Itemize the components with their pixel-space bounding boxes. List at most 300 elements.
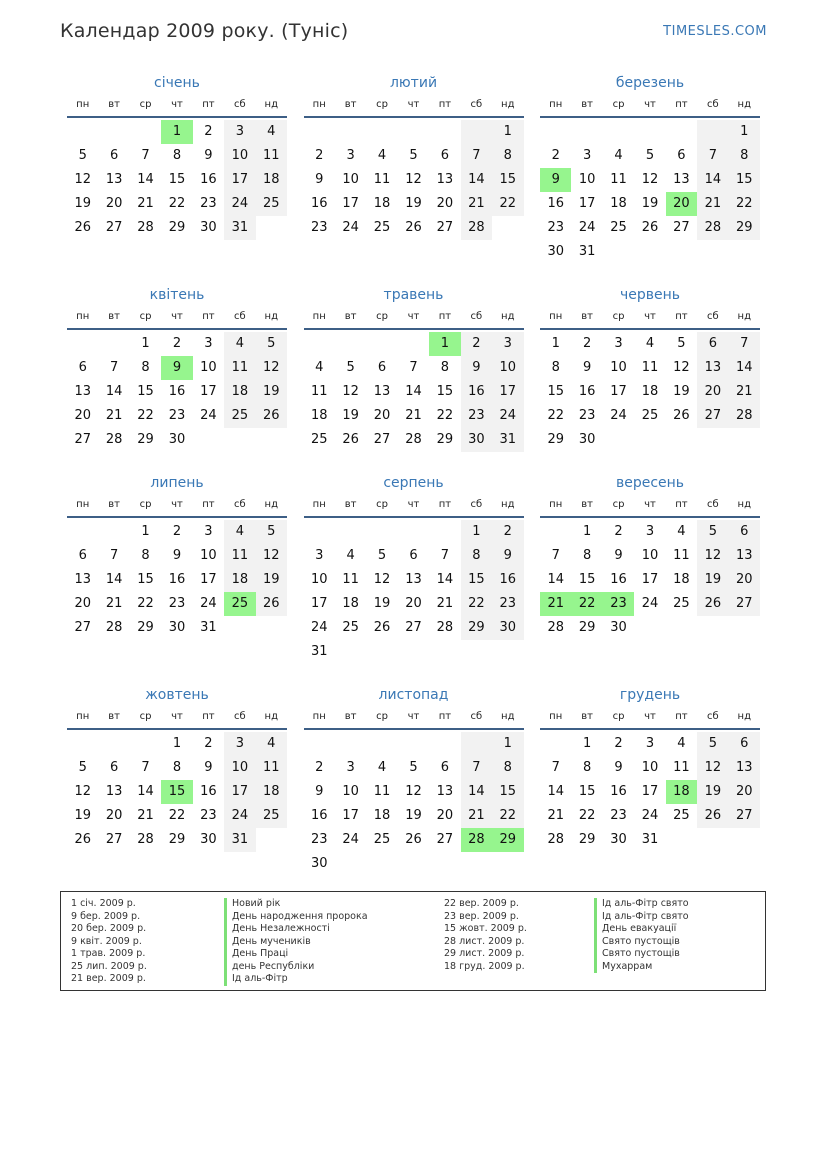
legend-holiday-name: Ід аль-Фітр свято (594, 911, 689, 924)
day-cell: 15 (137, 384, 154, 399)
day-cell: 10 (310, 572, 328, 587)
day-cell: 5 (409, 148, 418, 163)
day-cell: 28 (729, 404, 760, 428)
day-cell: 14 (461, 780, 492, 804)
day-cell: 16 (200, 172, 217, 187)
holiday-day-cell: 1 (429, 332, 460, 356)
weekday-label: чт (171, 311, 183, 322)
day-cell: 30 (200, 832, 217, 847)
site-brand-link[interactable]: TIMESLES.COM (663, 24, 767, 39)
day-cell: 22 (168, 808, 186, 823)
weekday-label: сб (234, 711, 246, 722)
day-cell: 15 (168, 172, 186, 187)
day-cell: 11 (224, 356, 255, 380)
day-cell: 19 (74, 808, 91, 823)
day-cell: 27 (105, 220, 123, 235)
day-cell: 27 (673, 220, 690, 235)
day-cell: 16 (610, 784, 627, 799)
day-cell: 3 (645, 736, 655, 751)
day-cell: 3 (346, 760, 355, 775)
day-cell: 15 (729, 168, 760, 192)
weekday-label: сб (234, 311, 246, 322)
day-cell: 30 (610, 620, 627, 635)
day-cell: 22 (168, 196, 186, 211)
legend-holiday-date: 20 бер. 2009 р. (71, 923, 147, 934)
day-cell: 7 (141, 760, 150, 775)
day-cell: 5 (256, 332, 287, 356)
day-cell: 9 (461, 356, 492, 380)
day-cell: 31 (641, 832, 659, 847)
day-cell: 25 (373, 220, 391, 235)
day-cell: 28 (547, 620, 564, 635)
weekday-header (540, 496, 760, 518)
holiday-day-cell: 20 (666, 192, 697, 216)
day-cell: 15 (137, 572, 154, 587)
holiday-day-cell: 29 (492, 828, 523, 852)
weekday-header (67, 496, 287, 518)
day-cell: 9 (614, 760, 623, 775)
weekday-label: вт (108, 711, 120, 722)
day-cell: 4 (677, 736, 686, 751)
weekday-label: чт (644, 311, 656, 322)
month-name: серпень (383, 475, 444, 491)
weekday-label: вт (344, 499, 357, 510)
day-cell: 8 (141, 360, 150, 375)
weekday-label: сб (234, 499, 246, 510)
day-cell: 7 (109, 548, 119, 563)
day-cell: 1 (141, 524, 150, 539)
day-cell: 11 (610, 172, 627, 187)
weekday-label: пн (549, 711, 563, 722)
holiday-day-cell: 21 (540, 592, 571, 616)
day-cell: 18 (673, 572, 690, 587)
day-cell: 26 (373, 620, 391, 635)
day-cell: 28 (105, 620, 123, 635)
weekday-label: нд (737, 711, 751, 722)
month-name: жовтень (145, 687, 209, 703)
weekday-label: ср (376, 99, 388, 110)
empty-day-cell (366, 332, 397, 356)
day-cell: 14 (547, 784, 564, 799)
empty-day-cell (335, 520, 366, 544)
day-cell: 2 (172, 336, 182, 351)
day-cell: 16 (200, 784, 217, 799)
weekday-label: чт (644, 711, 656, 722)
month-name: лютий (389, 75, 438, 91)
day-cell: 6 (109, 760, 119, 775)
day-cell: 24 (342, 832, 359, 847)
day-cell: 14 (547, 572, 564, 587)
day-cell: 22 (547, 408, 564, 423)
day-cell: 6 (377, 360, 387, 375)
day-cell: 18 (373, 808, 391, 823)
weekday-label: пт (438, 311, 452, 322)
day-cell: 17 (200, 384, 217, 399)
day-cell: 18 (342, 596, 359, 611)
legend-holiday-name: Свято пустощів (594, 948, 689, 961)
day-cell: 31 (200, 620, 217, 635)
day-cell: 11 (256, 756, 287, 780)
day-cell: 25 (310, 432, 328, 447)
empty-day-cell (429, 732, 460, 756)
empty-day-cell (98, 332, 129, 356)
weekday-label: вт (108, 99, 120, 110)
weekday-label: пт (675, 711, 688, 722)
day-cell: 27 (729, 592, 760, 616)
empty-day-cell (335, 120, 366, 144)
day-cell: 10 (610, 360, 627, 375)
day-cell: 28 (436, 620, 454, 635)
day-cell: 22 (137, 408, 154, 423)
day-cell: 30 (578, 432, 596, 447)
weekday-header (540, 96, 760, 118)
legend-holiday-name: День народження пророка (224, 911, 368, 924)
empty-day-cell (335, 332, 366, 356)
day-cell: 8 (492, 756, 523, 780)
empty-day-cell (429, 120, 460, 144)
days-grid (67, 120, 287, 240)
days-grid (67, 732, 287, 852)
day-cell: 21 (461, 804, 492, 828)
day-cell: 24 (641, 808, 659, 823)
day-cell: 3 (224, 732, 255, 756)
day-cell: 12 (405, 172, 422, 187)
weekday-label: нд (737, 99, 751, 110)
legend-holiday-name: Новий рік (224, 898, 368, 911)
day-cell: 17 (342, 196, 359, 211)
holiday-day-cell: 9 (161, 356, 192, 380)
day-cell: 19 (74, 196, 91, 211)
days-grid (67, 520, 287, 640)
legend-holiday-date: 1 січ. 2009 р. (71, 898, 136, 909)
day-cell: 16 (310, 196, 328, 211)
weekday-label: ср (139, 499, 152, 510)
weekday-label: пт (438, 711, 452, 722)
weekday-label: чт (407, 311, 420, 322)
weekday-label: ср (139, 99, 152, 110)
empty-day-cell (98, 120, 129, 144)
legend-names-column-2 (594, 898, 689, 973)
weekday-label: чт (171, 499, 183, 510)
weekday-label: пт (202, 311, 215, 322)
weekday-label: ср (139, 311, 152, 322)
day-cell: 14 (105, 384, 123, 399)
empty-day-cell (130, 120, 161, 144)
day-cell: 1 (582, 736, 592, 751)
legend-dates-column-1 (71, 898, 147, 986)
weekday-label: чт (407, 99, 420, 110)
day-cell: 21 (436, 596, 454, 611)
day-cell: 10 (200, 360, 217, 375)
day-cell: 16 (492, 568, 523, 592)
day-cell: 20 (105, 808, 123, 823)
weekday-header (540, 308, 760, 330)
day-cell: 28 (461, 216, 492, 240)
day-cell: 20 (729, 568, 760, 592)
day-cell: 29 (168, 832, 186, 847)
day-cell: 28 (105, 432, 123, 447)
day-cell: 23 (310, 220, 328, 235)
day-cell: 2 (551, 148, 560, 163)
month-1 (67, 72, 287, 284)
day-cell: 12 (74, 172, 91, 187)
day-cell: 15 (492, 168, 523, 192)
empty-day-cell (540, 120, 571, 144)
legend-names-column-1 (224, 898, 368, 986)
day-cell: 31 (310, 644, 328, 659)
empty-day-cell (366, 732, 397, 756)
day-cell: 27 (105, 832, 123, 847)
legend-holiday-name: Свято пустощів (594, 936, 689, 949)
day-cell: 25 (342, 620, 359, 635)
legend-holiday-date: 25 лип. 2009 р. (71, 960, 147, 972)
day-cell: 13 (105, 784, 123, 799)
day-cell: 18 (224, 380, 255, 404)
day-cell: 30 (492, 616, 523, 640)
empty-day-cell (540, 732, 571, 756)
day-cell: 23 (200, 808, 217, 823)
days-grid (304, 732, 524, 876)
weekday-label: сб (470, 711, 483, 722)
month-name: січень (154, 75, 200, 91)
day-cell: 25 (256, 192, 287, 216)
weekday-label: ср (376, 711, 388, 722)
day-cell: 6 (109, 148, 119, 163)
day-cell: 26 (342, 432, 359, 447)
day-cell: 13 (436, 784, 454, 799)
day-cell: 2 (315, 760, 324, 775)
legend-holiday-name: День Незалежності (224, 923, 368, 936)
day-cell: 26 (256, 404, 287, 428)
holiday-day-cell: 9 (540, 168, 571, 192)
day-cell: 23 (200, 196, 217, 211)
holiday-day-cell: 25 (224, 592, 255, 616)
empty-day-cell (634, 120, 665, 144)
month-2 (304, 72, 524, 284)
day-cell: 30 (610, 832, 627, 847)
weekday-label: пн (549, 311, 563, 322)
weekday-label: ср (612, 99, 625, 110)
day-cell: 5 (377, 548, 387, 563)
day-cell: 7 (551, 548, 560, 563)
day-cell: 8 (582, 760, 592, 775)
legend-holiday-date: 15 жовт. 2009 р. (444, 923, 527, 934)
day-cell: 19 (256, 568, 287, 592)
day-cell: 15 (547, 384, 564, 399)
day-cell: 19 (342, 408, 359, 423)
day-cell: 28 (405, 432, 422, 447)
weekday-label: вт (344, 711, 357, 722)
day-cell: 23 (492, 592, 523, 616)
day-cell: 6 (409, 548, 418, 563)
month-name: червень (619, 287, 681, 303)
day-cell: 12 (74, 784, 91, 799)
empty-day-cell (130, 732, 161, 756)
day-cell: 15 (578, 572, 596, 587)
day-cell: 12 (673, 360, 690, 375)
day-cell: 6 (440, 148, 450, 163)
day-cell: 13 (729, 756, 760, 780)
day-cell: 27 (697, 404, 728, 428)
day-cell: 18 (224, 568, 255, 592)
day-cell: 2 (614, 736, 623, 751)
day-cell: 4 (315, 360, 324, 375)
days-grid (304, 120, 524, 240)
day-cell: 18 (256, 168, 287, 192)
day-cell: 18 (610, 196, 627, 211)
day-cell: 15 (578, 784, 596, 799)
day-cell: 9 (582, 360, 592, 375)
day-cell: 7 (551, 760, 560, 775)
weekday-label: вт (344, 99, 357, 110)
day-cell: 16 (168, 384, 186, 399)
day-cell: 26 (673, 408, 690, 423)
day-cell: 11 (224, 544, 255, 568)
legend-holiday-name: День мучеників (224, 936, 368, 949)
day-cell: 4 (224, 332, 255, 356)
empty-day-cell (571, 120, 602, 144)
day-cell: 5 (346, 360, 355, 375)
day-cell: 21 (105, 408, 123, 423)
day-cell: 11 (641, 360, 659, 375)
day-cell: 14 (137, 172, 154, 187)
weekday-label: пн (312, 499, 326, 510)
day-cell: 11 (342, 572, 359, 587)
day-cell: 17 (224, 780, 255, 804)
day-cell: 23 (610, 808, 627, 823)
empty-day-cell (98, 732, 129, 756)
month-12 (540, 684, 760, 896)
day-cell: 1 (582, 524, 592, 539)
weekday-label: пн (549, 499, 563, 510)
day-cell: 17 (310, 596, 328, 611)
month-7 (67, 472, 287, 684)
day-cell: 19 (673, 384, 690, 399)
day-cell: 13 (405, 572, 422, 587)
day-cell: 9 (315, 784, 324, 799)
day-cell: 24 (342, 220, 359, 235)
weekday-label: нд (264, 311, 278, 322)
day-cell: 20 (436, 196, 454, 211)
day-cell: 16 (310, 808, 328, 823)
day-cell: 14 (461, 168, 492, 192)
month-3 (540, 72, 760, 284)
day-cell: 13 (729, 544, 760, 568)
day-cell: 19 (405, 196, 422, 211)
day-cell: 21 (105, 596, 123, 611)
day-cell: 29 (436, 432, 454, 447)
empty-day-cell (67, 520, 98, 544)
weekday-label: ср (612, 311, 625, 322)
day-cell: 29 (461, 616, 492, 640)
empty-day-cell (697, 120, 728, 144)
day-cell: 25 (256, 804, 287, 828)
day-cell: 25 (610, 220, 627, 235)
days-grid (540, 520, 760, 640)
day-cell: 20 (697, 380, 728, 404)
empty-day-cell (304, 332, 335, 356)
weekday-label: нд (501, 311, 515, 322)
day-cell: 21 (461, 192, 492, 216)
day-cell: 7 (409, 360, 418, 375)
weekday-label: нд (264, 499, 278, 510)
day-cell: 1 (172, 736, 182, 751)
day-cell: 10 (641, 760, 659, 775)
day-cell: 7 (440, 548, 450, 563)
day-cell: 18 (641, 384, 659, 399)
empty-day-cell (398, 332, 429, 356)
day-cell: 13 (697, 356, 728, 380)
weekday-label: нд (264, 711, 278, 722)
days-grid (304, 332, 524, 452)
day-cell: 29 (578, 620, 596, 635)
day-cell: 31 (224, 828, 255, 852)
day-cell: 16 (461, 380, 492, 404)
weekday-label: пн (76, 499, 90, 510)
day-cell: 31 (224, 216, 255, 240)
day-cell: 10 (342, 784, 359, 799)
month-8 (304, 472, 524, 684)
day-cell: 2 (315, 148, 324, 163)
day-cell: 29 (137, 620, 154, 635)
day-cell: 24 (224, 192, 255, 216)
day-cell: 10 (200, 548, 217, 563)
day-cell: 8 (172, 148, 182, 163)
day-cell: 25 (641, 408, 659, 423)
weekday-label: вт (581, 711, 593, 722)
day-cell: 19 (256, 380, 287, 404)
day-cell: 22 (137, 596, 154, 611)
empty-day-cell (429, 520, 460, 544)
day-cell: 3 (224, 120, 255, 144)
day-cell: 2 (461, 332, 492, 356)
month-name: липень (150, 475, 204, 491)
weekday-label: пт (202, 99, 215, 110)
day-cell: 15 (492, 780, 523, 804)
day-cell: 9 (614, 548, 623, 563)
empty-day-cell (67, 120, 98, 144)
day-cell: 23 (168, 596, 186, 611)
day-cell: 26 (405, 220, 422, 235)
day-cell: 4 (346, 548, 355, 563)
day-cell: 12 (641, 172, 659, 187)
day-cell: 8 (492, 144, 523, 168)
day-cell: 16 (547, 196, 564, 211)
day-cell: 25 (224, 404, 255, 428)
day-cell: 12 (373, 572, 391, 587)
day-cell: 21 (697, 192, 728, 216)
weekday-label: нд (737, 499, 751, 510)
day-cell: 24 (224, 804, 255, 828)
day-cell: 13 (373, 384, 391, 399)
day-cell: 24 (492, 404, 523, 428)
weekday-header (304, 96, 524, 118)
day-cell: 27 (436, 832, 454, 847)
legend-holiday-date: 28 лист. 2009 р. (444, 935, 525, 947)
day-cell: 27 (436, 220, 454, 235)
day-cell: 18 (256, 780, 287, 804)
day-cell: 20 (74, 596, 91, 611)
day-cell: 14 (405, 384, 422, 399)
day-cell: 26 (74, 832, 91, 847)
day-cell: 27 (405, 620, 422, 635)
day-cell: 5 (78, 148, 87, 163)
day-cell: 21 (137, 196, 154, 211)
day-cell: 4 (677, 524, 686, 539)
day-cell: 12 (405, 784, 422, 799)
empty-day-cell (603, 120, 634, 144)
legend-dates-column-2 (444, 898, 527, 973)
